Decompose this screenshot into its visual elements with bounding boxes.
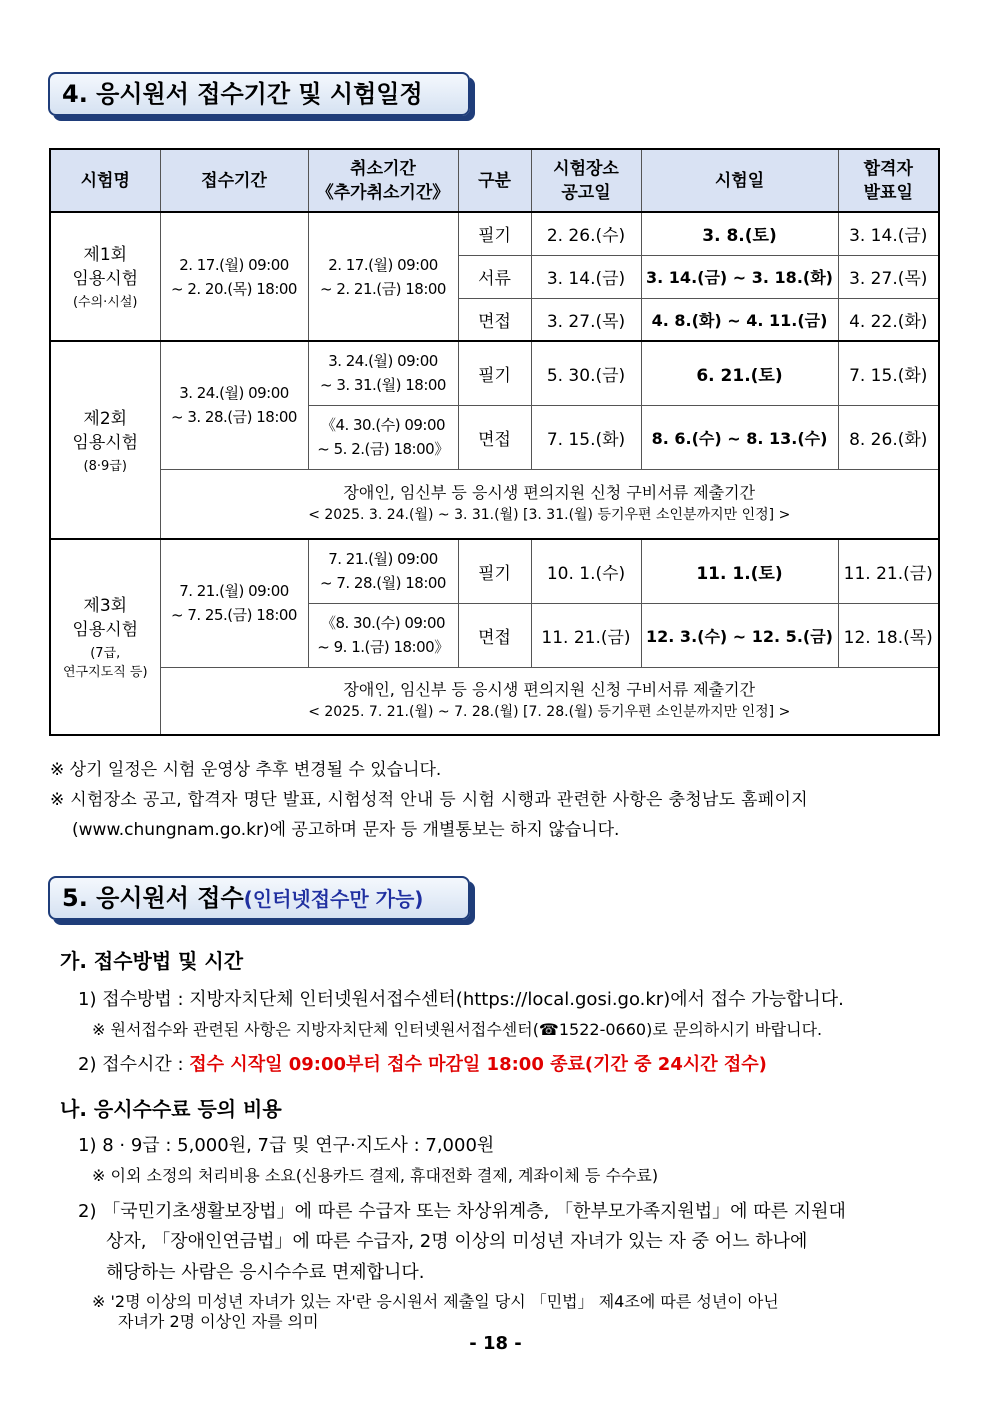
part-b-item2-note1: ※ '2명 이상의 미성년 자녀가 있는 자'란 응시원서 제출일 당시 「민법」 제4조에 따른 성년이 아닌 [92,1292,779,1311]
section5-title: 5. 응시원서 접수 [62,884,244,912]
part-b-item2-line2: 상자, 「장애인연금법」에 따른 수급자, 2명 이상의 미성년 자녀가 있는 자 중 어느 하나에 [106,1231,808,1252]
round3-registration: 7. 21.(월) 09:00 ~ 7. 25.(금) 18:00 [160,539,308,667]
row-result: 12. 18.(목) [838,603,939,667]
row-result: 8. 26.(화) [838,405,939,469]
part-a-item2 [78,1050,767,1076]
round1-registration: 2. 17.(월) 09:00 ~ 2. 20.(목) 18:00 [160,212,308,341]
round2-extra-cancel: 《4. 30.(수) 09:00 ~ 5. 2.(금) 18:00》 [308,405,458,469]
section4-title: 4. 응시원서 접수기간 및 시험일정 [62,80,423,108]
part-a-item1-note: ※ 원서접수와 관련된 사항은 지방자치단체 인터넷원서접수센터(☎1522-0660)로 문의하시기 바랍니다. [92,1020,823,1039]
section5-header [48,876,470,920]
row-notice: 10. 1.(수) [531,539,641,603]
round3-name: 제3회 임용시험 (7급, 연구지도직 등) [50,539,160,735]
header-exam-date: 시험일 [641,149,838,212]
row-notice: 3. 27.(목) [531,298,641,341]
row-exam: 3. 8.(토) [641,212,838,255]
header-type: 구분 [458,149,531,212]
note-schedule-change: ※ 상기 일정은 시험 운영상 추후 변경될 수 있습니다. [50,760,442,780]
row-type: 면접 [458,298,531,341]
note-announcement: ※ 시험장소 공고, 합격자 명단 발표, 시험성적 안내 등 시험 시행과 관련한 사항은 충청남도 홈페이지 [50,790,808,810]
row-type: 필기 [458,212,531,255]
round2-cancel: 3. 24.(월) 09:00 ~ 3. 31.(월) 18:00 [308,341,458,405]
table-header-row [50,149,939,212]
part-b-item2-line3: 해당하는 사람은 응시수수료 면제합니다. [106,1262,425,1283]
row-notice: 5. 30.(금) [531,341,641,405]
part-a-item2-value: 접수 시작일 09:00부터 접수 마감일 18:00 종료(기간 중 24시간 접수) [189,1054,767,1075]
row-result: 7. 15.(화) [838,341,939,405]
row-result: 4. 22.(화) [838,298,939,341]
row-exam: 11. 1.(토) [641,539,838,603]
row-notice: 11. 21.(금) [531,603,641,667]
round2-support-note: 장애인, 임신부 등 응시생 편의지원 신청 구비서류 제출기간 < 2025. 3. 24.(월) ~ 3. 31.(월) [3. 31.(월) 등기우편 소인분까지만 인정] > [160,469,939,539]
part-a-item1: 1) 접수방법 : 지방자치단체 인터넷원서접수센터(https://local.gosi.go.kr)에서 접수 가능합니다. [78,989,844,1010]
round1-cancel: 2. 17.(월) 09:00 ~ 2. 21.(금) 18:00 [308,212,458,341]
row-exam: 6. 21.(토) [641,341,838,405]
schedule-table [49,148,940,736]
round3-support-note: 장애인, 임신부 등 응시생 편의지원 신청 구비서류 제출기간 < 2025. 7. 21.(월) ~ 7. 28.(월) [7. 28.(월) 등기우편 소인분까지만 인정] > [160,667,939,735]
page-number: - 18 - [469,1333,522,1354]
row-exam: 12. 3.(수) ~ 12. 5.(금) [641,603,838,667]
row-notice: 2. 26.(수) [531,212,641,255]
part-a-item2-label: 2) 접수시간 : [78,1054,190,1075]
row-exam: 3. 14.(금) ~ 3. 18.(화) [641,255,838,298]
row-exam: 8. 6.(수) ~ 8. 13.(수) [641,405,838,469]
part-b-item2-line1: 2) 「국민기초생활보장법」에 따른 수급자 또는 차상위계층, 「한부모가족지원법」에 따른 지원대 [78,1201,846,1222]
header-venue-notice: 시험장소 공고일 [531,149,641,212]
table-row [50,667,939,735]
round3-extra-cancel: 《8. 30.(수) 09:00 ~ 9. 1.(금) 18:00》 [308,603,458,667]
part-a-heading: 가. 접수방법 및 시간 [60,949,244,973]
row-exam: 4. 8.(화) ~ 4. 11.(금) [641,298,838,341]
table-row [50,341,939,405]
part-b-heading: 나. 응시수수료 등의 비용 [60,1097,282,1121]
note-announcement-cont: (www.chungnam.go.kr)에 공고하며 문자 등 개별통보는 하지 않습니다. [72,820,620,840]
round1-name: 제1회 임용시험 (수의·시설) [50,212,160,341]
table-row [50,212,939,255]
header-exam-name: 시험명 [50,149,160,212]
row-result: 11. 21.(금) [838,539,939,603]
row-type: 서류 [458,255,531,298]
header-registration: 접수기간 [160,149,308,212]
round2-name: 제2회 임용시험 (8·9급) [50,341,160,539]
part-b-item2-note2: 자녀가 2명 이상인 자를 의미 [118,1312,319,1331]
round3-cancel: 7. 21.(월) 09:00 ~ 7. 28.(월) 18:00 [308,539,458,603]
row-type: 필기 [458,539,531,603]
row-result: 3. 14.(금) [838,212,939,255]
table-row [50,539,939,603]
row-type: 필기 [458,341,531,405]
round2-registration: 3. 24.(월) 09:00 ~ 3. 28.(금) 18:00 [160,341,308,469]
header-result-date: 합격자 발표일 [838,149,939,212]
part-b-item1: 1) 8 · 9급 : 5,000원, 7급 및 연구·지도사 : 7,000원 [78,1135,495,1156]
row-notice: 7. 15.(화) [531,405,641,469]
part-b-item1-note: ※ 이외 소정의 처리비용 소요(신용카드 결제, 휴대전화 결제, 계좌이체 등 수수료) [92,1166,659,1185]
section5-subtitle: (인터넷접수만 가능) [243,887,424,911]
section4-header [48,72,470,116]
row-result: 3. 27.(목) [838,255,939,298]
row-type: 면접 [458,405,531,469]
row-notice: 3. 14.(금) [531,255,641,298]
row-type: 면접 [458,603,531,667]
table-row [50,469,939,539]
header-cancel: 취소기간 《추가취소기간》 [308,149,458,212]
